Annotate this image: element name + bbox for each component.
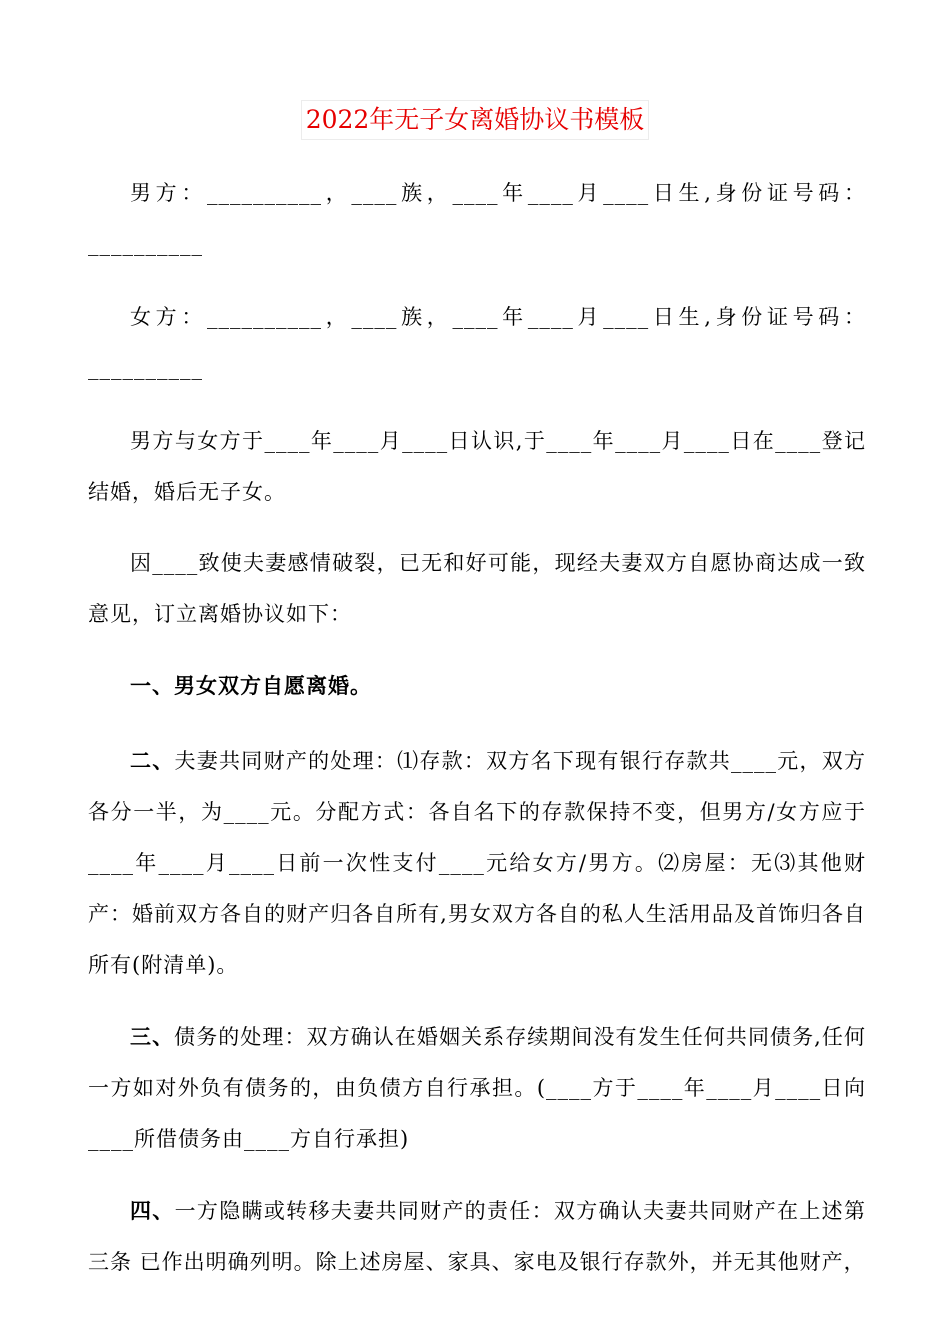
marriage-paragraph: 男方与女方于____年____月____日认识,于____年____月____日在____登记结婚，婚后无子女。 [88,429,866,504]
female-party-line: 女方：__________，____族，____年____月____日生,身份证号码：__________ [88,305,866,380]
clause-2-number: 二、 [130,748,175,773]
reason-paragraph: 因____致使夫妻感情破裂，已无和好可能，现经夫妻双方自愿协商达成一致意见，订立离婚协议如下： [88,551,866,626]
clause-3-number: 三、 [130,1024,175,1049]
clause-3-text: 债务的处理：双方确认在婚姻关系存续期间没有发生任何共同债务,任何一方如对外负有债务的，由负债方自行承担。(____方于____年____月____日向____所借债务由____方自行承担) [88,1025,866,1151]
clause-4 [88,1185,866,1288]
male-party-line: 男方：__________，____族，____年____月____日生,身份证号码：__________ [88,181,866,256]
document-title-text: 2022年无子女离婚协议书模板 [301,100,650,140]
clause-1: 一、男女双方自愿离婚。 [130,673,372,698]
document-body [88,168,866,1308]
clause-3 [88,1011,866,1165]
clause-4-text: 一方隐瞒或转移夫妻共同财产的责任：双方确认夫妻共同财产在上述第三条 已作出明确列明。除上述房屋、家具、家电及银行存款外，并无其他财产， [88,1199,866,1274]
clause-2 [88,735,866,991]
clause-4-number: 四、 [130,1198,175,1223]
clause-2-text: 夫妻共同财产的处理：⑴存款：双方名下现有银行存款共____元，双方各分一半，为____元。分配方式：各自名下的存款保持不变，但男方/女方应于____年____月____日前一次性支付____元给女方/男方。⑵房屋：无⑶其他财产：婚前双方各自的财产归各自所有,男女双方各自的私人生活用品及首饰归各自所有(附清单)。 [88,749,867,977]
document-title [0,100,950,140]
